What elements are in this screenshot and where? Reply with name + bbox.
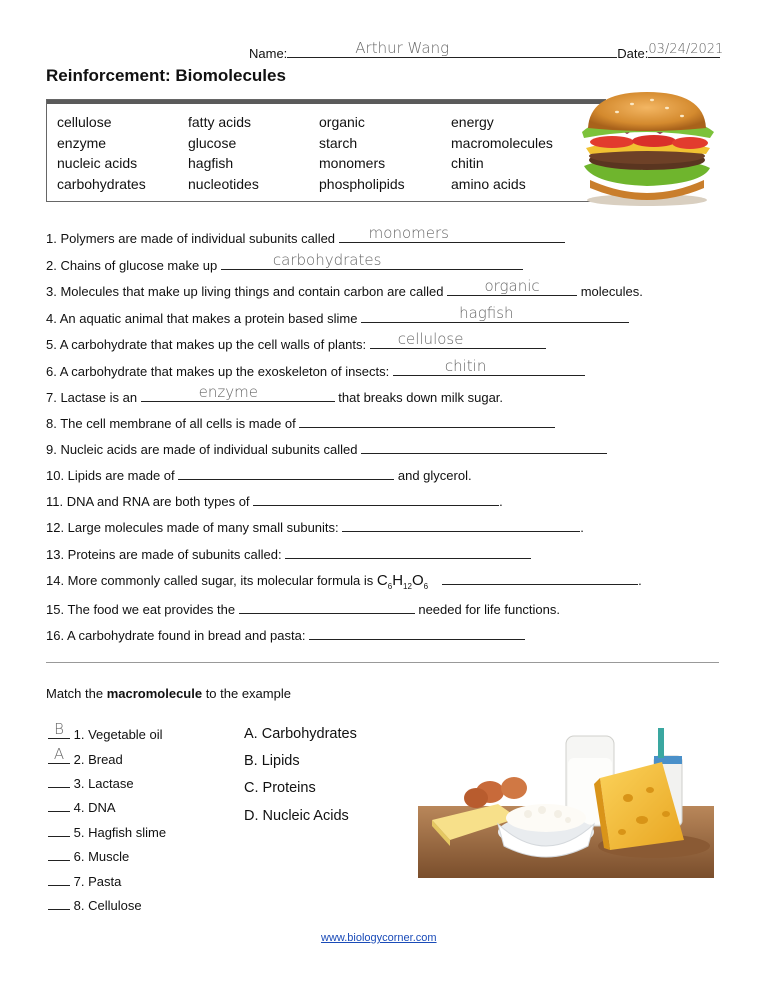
word-bank-term: phospholipids bbox=[319, 175, 405, 192]
question-15 bbox=[46, 601, 560, 617]
answer-field[interactable] bbox=[285, 546, 531, 559]
word-bank-column-2 bbox=[188, 112, 259, 194]
question-text: 6. A carbohydrate that makes up the exoskeleton of insects: bbox=[46, 364, 393, 379]
word-bank-term: cellulose bbox=[57, 114, 112, 130]
match-item-8 bbox=[48, 897, 142, 913]
match-item-1 bbox=[48, 720, 163, 742]
word-bank-term: carbohydrates bbox=[57, 175, 146, 192]
answer-field[interactable] bbox=[361, 304, 629, 323]
match-instructions bbox=[46, 686, 291, 701]
word-bank-term: amino acids bbox=[451, 175, 526, 192]
word-bank-border bbox=[47, 100, 607, 104]
word-bank-term: fatty acids bbox=[188, 114, 252, 130]
name-label: Name: bbox=[249, 46, 288, 61]
question-14 bbox=[46, 572, 642, 591]
footer-link[interactable]: www.biologycorner.com bbox=[321, 932, 437, 944]
word-bank-term: organic bbox=[319, 114, 365, 130]
word-bank-column-3 bbox=[319, 112, 405, 194]
match-label: 5. Hagfish slime bbox=[73, 825, 167, 840]
word-bank-term: energy bbox=[451, 114, 494, 130]
question-13 bbox=[46, 546, 531, 562]
answer-field[interactable] bbox=[442, 572, 638, 585]
answer-field[interactable] bbox=[221, 251, 523, 270]
answer-text: organic bbox=[484, 277, 540, 295]
question-1 bbox=[46, 224, 565, 246]
word-bank-column-1 bbox=[57, 112, 146, 194]
page-title: Reinforcement: Biomolecules bbox=[46, 66, 286, 85]
question-text: 10. Lipids are made of bbox=[46, 468, 179, 483]
question-text: 9. Nucleic acids are made of individual subunits called bbox=[46, 442, 362, 457]
question-3 bbox=[46, 277, 643, 299]
word-bank-term: glucose bbox=[188, 134, 237, 151]
match-label: 8. Cellulose bbox=[73, 898, 142, 913]
instruction-text: Match the bbox=[46, 686, 107, 701]
word-bank-term: monomers bbox=[319, 155, 386, 171]
question-text: 11. DNA and RNA are both types of bbox=[46, 494, 254, 509]
question-text: 2. Chains of glucose make up bbox=[46, 258, 221, 273]
answer-field[interactable] bbox=[342, 519, 580, 532]
answer-field[interactable] bbox=[253, 493, 499, 506]
word-bank-term: nucleic acids bbox=[57, 155, 138, 171]
match-label: 1. Vegetable oil bbox=[73, 727, 163, 742]
hamburger-image bbox=[572, 88, 722, 208]
match-answer: B bbox=[54, 720, 64, 738]
question-16 bbox=[46, 627, 525, 643]
match-option-d: D. Nucleic Acids bbox=[244, 808, 349, 824]
question-text: . bbox=[580, 520, 584, 535]
question-2 bbox=[46, 251, 523, 273]
match-option-b: B. Lipids bbox=[244, 753, 300, 769]
question-5 bbox=[46, 330, 546, 352]
word-bank-term: macromolecules bbox=[451, 134, 553, 151]
date-field[interactable] bbox=[648, 42, 724, 58]
answer-text: monomers bbox=[368, 224, 449, 242]
answer-field[interactable] bbox=[178, 467, 394, 480]
question-text: that breaks down milk sugar. bbox=[334, 390, 504, 405]
match-label: 2. Bread bbox=[73, 752, 123, 767]
match-item-4 bbox=[48, 799, 116, 815]
name-field[interactable] bbox=[287, 39, 617, 58]
question-text: 7. Lactase is an bbox=[46, 390, 141, 405]
word-bank-term: starch bbox=[319, 134, 358, 151]
answer-field[interactable] bbox=[447, 277, 577, 296]
question-text: 4. An aquatic animal that makes a protein based slime bbox=[46, 311, 362, 326]
match-item-2 bbox=[48, 745, 123, 767]
question-text: 15. The food we eat provides the bbox=[46, 602, 239, 617]
answer-field[interactable] bbox=[339, 224, 565, 243]
match-answer-field[interactable] bbox=[48, 873, 70, 886]
instruction-text: to the example bbox=[202, 686, 291, 701]
match-item-7 bbox=[48, 873, 121, 889]
date-label: Date: bbox=[617, 46, 649, 61]
question-text: 3. Molecules that make up living things and contain carbon are called bbox=[46, 284, 448, 299]
match-option-c: C. Proteins bbox=[244, 780, 316, 796]
answer-field[interactable] bbox=[141, 383, 335, 402]
answer-text: hagfish bbox=[459, 304, 514, 322]
match-answer-field[interactable] bbox=[48, 848, 70, 861]
answer-text: cellulose bbox=[397, 330, 464, 348]
question-4 bbox=[46, 304, 629, 326]
match-option-a: A. Carbohydrates bbox=[244, 726, 357, 742]
question-text: 8. The cell membrane of all cells is made of bbox=[46, 416, 300, 431]
name-row bbox=[249, 39, 724, 61]
word-bank-term: hagfish bbox=[188, 155, 234, 171]
word-bank bbox=[46, 99, 606, 202]
question-7 bbox=[46, 383, 504, 405]
question-text: 14. More commonly called sugar, its molecular formula is bbox=[46, 573, 377, 588]
answer-field[interactable] bbox=[370, 330, 546, 349]
match-label: 4. DNA bbox=[73, 800, 116, 815]
answer-field[interactable] bbox=[361, 441, 607, 454]
dairy-foods-image bbox=[418, 728, 714, 878]
question-text: needed for life functions. bbox=[414, 602, 560, 617]
question-11 bbox=[46, 493, 503, 509]
instruction-bold: macromolecule bbox=[106, 686, 203, 701]
match-answer-field[interactable] bbox=[48, 799, 70, 812]
question-text: 16. A carbohydrate found in bread and pasta: bbox=[46, 628, 310, 643]
molecular-formula: $C_6H_{12}O_6$ bbox=[376, 572, 429, 591]
question-text: 12. Large molecules made of many small subunits: bbox=[46, 520, 343, 535]
question-9 bbox=[46, 441, 607, 457]
question-12 bbox=[46, 519, 584, 535]
answer-text: carbohydrates bbox=[272, 251, 382, 269]
question-text: and glycerol. bbox=[394, 468, 472, 483]
match-answer-field[interactable] bbox=[48, 824, 70, 837]
question-text: 13. Proteins are made of subunits called: bbox=[46, 547, 286, 562]
match-item-3 bbox=[48, 775, 134, 791]
name-value: Arthur Wang bbox=[355, 39, 450, 57]
question-10 bbox=[46, 467, 472, 483]
match-answer-field[interactable] bbox=[48, 745, 70, 764]
answer-field[interactable] bbox=[393, 357, 585, 376]
match-item-6 bbox=[48, 848, 129, 864]
word-bank-term: chitin bbox=[451, 155, 484, 171]
word-bank-term: nucleotides bbox=[188, 175, 259, 192]
question-text: molecules. bbox=[577, 284, 643, 299]
question-text: 1. Polymers are made of individual subunits called bbox=[46, 231, 339, 246]
section-divider bbox=[46, 662, 719, 663]
word-bank-column-4 bbox=[451, 112, 553, 194]
match-answer: A bbox=[53, 745, 65, 763]
question-text: 5. A carbohydrate that makes up the cell walls of plants: bbox=[46, 337, 370, 352]
answer-field[interactable] bbox=[309, 627, 525, 640]
date-value: 03/24/2021 bbox=[648, 42, 724, 57]
match-answer-field[interactable] bbox=[48, 897, 70, 910]
match-answer-field[interactable] bbox=[48, 720, 70, 739]
question-text: . bbox=[638, 573, 642, 588]
match-label: 7. Pasta bbox=[73, 874, 122, 889]
match-item-5 bbox=[48, 824, 166, 840]
word-bank-term: enzyme bbox=[57, 134, 107, 151]
answer-text: enzyme bbox=[198, 383, 258, 401]
question-text: . bbox=[499, 494, 503, 509]
match-label: 6. Muscle bbox=[73, 849, 130, 864]
question-8 bbox=[46, 415, 555, 431]
question-6 bbox=[46, 357, 585, 379]
match-label: 3. Lactase bbox=[73, 776, 134, 791]
answer-field[interactable] bbox=[239, 601, 415, 614]
answer-field[interactable] bbox=[299, 415, 555, 428]
answer-text: chitin bbox=[444, 357, 487, 375]
match-answer-field[interactable] bbox=[48, 775, 70, 788]
